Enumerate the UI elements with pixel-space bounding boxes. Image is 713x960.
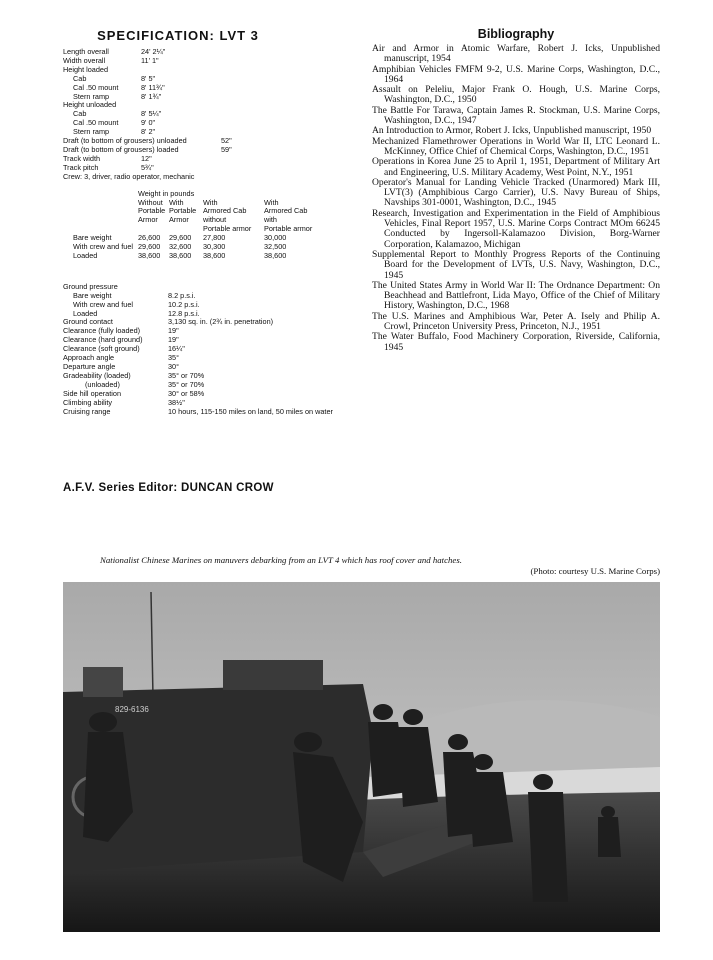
bibliography-entry: Research, Investigation and Experimentation in the Field of Amphibious Vehicles, Final Report 1957, U.S. Marine Corps Contract MOm 66245 Conducted by Ingersoll-Kalamazoo Division, Borg-Warner Corporation, Kalamazoo, Michigan xyxy=(372,207,660,250)
performance-value: 35° or 70% xyxy=(168,379,205,389)
weight-header-line: Armor xyxy=(138,215,158,225)
weight-table-header xyxy=(63,199,363,235)
weight-header-line: Armored Cab xyxy=(203,206,247,216)
performance-label: Ground pressure xyxy=(63,281,118,291)
weight-header-line: Portable xyxy=(169,206,197,216)
hull-number: 829-6136 xyxy=(115,705,149,714)
bibliography-entry: The U.S. Marines and Amphibious War, Peter A. Isely and Philip A. Crowl, Princeton University Press, Princeton, N.J., 1951 xyxy=(372,310,660,333)
weight-table-caption: Weight in pounds xyxy=(138,188,195,198)
spec-label: Cab xyxy=(73,109,87,119)
spec-value: 11' 1" xyxy=(141,55,159,65)
performance-label: Gradeability (loaded) xyxy=(63,370,131,380)
weight-value: 38,600 xyxy=(264,250,287,260)
spec-dimensions xyxy=(63,48,363,137)
performance-label: Bare weight xyxy=(73,290,112,300)
weight-table-body xyxy=(63,234,363,261)
weight-header-cell xyxy=(169,199,203,235)
photo-marines-debarking xyxy=(63,582,660,932)
spec-label: Track pitch xyxy=(63,162,99,172)
spec-label: Cal .50 mount xyxy=(73,118,119,128)
series-editor: A.F.V. Series Editor: DUNCAN CROW xyxy=(63,482,274,494)
weight-row xyxy=(63,252,363,261)
performance-label: Clearance (soft ground) xyxy=(63,344,140,354)
spec-row xyxy=(63,48,363,57)
weight-header-line: Portable armor xyxy=(203,224,252,234)
performance-value: 30° or 58% xyxy=(168,388,205,398)
performance-label: Ground contact xyxy=(63,317,113,327)
weight-header-line: Portable xyxy=(138,206,166,216)
spec-draft xyxy=(63,137,363,155)
performance-value: 19" xyxy=(168,326,179,336)
weight-value: 30,300 xyxy=(203,242,226,252)
bibliography-entry: Operations in Korea June 25 to April 1, 1951, Department of Military Art and Engineering, U.S. Military Academy, West Point, N.Y., 1951 xyxy=(372,156,660,178)
spec-value: 8' 1¾" xyxy=(141,91,162,101)
weight-header-line: With xyxy=(203,197,218,207)
spec-label: Track width xyxy=(63,153,101,163)
spec-row xyxy=(63,146,363,155)
spec-label: Height loaded xyxy=(63,64,109,74)
weight-table xyxy=(63,190,363,261)
bibliography-entry: Assault on Peleliu, Major Frank O. Hough, U.S. Marine Corps, Washington, D.C., 1950 xyxy=(372,84,660,106)
bibliography-section xyxy=(372,27,660,353)
weight-value: 29,600 xyxy=(138,242,161,252)
bibliography-entry: The Water Buffalo, Food Machinery Corporation, Riverside, California, 1945 xyxy=(372,331,660,353)
lvt-cab xyxy=(223,660,323,690)
weight-header-cell xyxy=(138,199,169,235)
performance-label: With crew and fuel xyxy=(73,299,134,309)
weight-header-line: With xyxy=(169,197,184,207)
weight-header-line: With xyxy=(264,197,279,207)
weight-header-line: Armor xyxy=(169,215,189,225)
performance-value xyxy=(168,283,358,292)
spec-value: 8' 11¾" xyxy=(141,82,165,92)
spec-label: Cal .50 mount xyxy=(73,82,119,92)
spec-label: Width overall xyxy=(63,55,106,65)
spec-value: 9' 0" xyxy=(141,118,156,128)
weight-value: 38,600 xyxy=(138,250,161,260)
spec-label: Stern ramp xyxy=(73,127,110,137)
weight-row-label: Loaded xyxy=(73,250,98,260)
spec-value: 5¾" xyxy=(141,162,154,172)
weight-value: 27,800 xyxy=(203,233,226,243)
spec-title: SPECIFICATION: LVT 3 xyxy=(97,28,259,43)
caption-text: Nationalist Chinese Marines on manuvers debarking from an LVT 4 which has roof cover and hatches. xyxy=(100,555,462,565)
weight-row-label: With crew and fuel xyxy=(73,242,134,252)
performance-label: (unloaded) xyxy=(85,379,120,389)
spec-label: Cab xyxy=(73,73,87,83)
specification-section xyxy=(63,28,363,416)
spec-label: Stern ramp xyxy=(73,91,110,101)
weight-value: 38,600 xyxy=(169,250,192,260)
weight-header-blank xyxy=(63,199,138,235)
performance-label: Departure angle xyxy=(63,362,116,371)
performance-value: 8.2 p.s.i. xyxy=(168,290,196,300)
performance-value: 16¼" xyxy=(168,344,185,354)
spec-value: 24' 2¼" xyxy=(141,47,166,56)
spec-value: 8' 5" xyxy=(141,73,156,83)
performance-label: Climbing ability xyxy=(63,397,113,407)
lvt-hatch xyxy=(83,667,123,697)
bibliography-list xyxy=(372,44,660,353)
spec-row xyxy=(63,57,363,66)
weight-row-label: Bare weight xyxy=(73,233,112,243)
bibliography-entry: An Introduction to Armor, Robert J. Icks, Unpublished manuscript, 1950 xyxy=(372,125,652,137)
performance-label: Side hill operation xyxy=(63,388,122,398)
weight-header-cell xyxy=(203,199,264,235)
photo-illustration xyxy=(63,582,660,932)
weight-value: 30,000 xyxy=(264,233,287,243)
weight-header-line: Portable armor xyxy=(264,224,313,234)
performance-value: 38½" xyxy=(168,397,185,407)
performance-value: 10.2 p.s.i. xyxy=(168,299,200,309)
spec-row xyxy=(63,155,363,164)
performance-label: Loaded xyxy=(73,308,98,318)
spec-label: Height unloaded xyxy=(63,100,117,110)
bibliography-entry: Mechanized Flamethrower Operations in World War II, LTC Leonard L. McKinney, Office Chief of Chemical Corps, Washington, D.C., 1951 xyxy=(372,135,660,157)
weight-header-line: Armored Cab xyxy=(264,206,308,216)
spec-value: 12" xyxy=(141,153,152,163)
spec-value: 59" xyxy=(221,144,232,154)
bibliography-entry: The Battle For Tarawa, Captain James R. Stockman, U.S. Marine Corps, Washington, D.C., 1947 xyxy=(372,104,660,127)
weight-header-line: without xyxy=(203,215,227,225)
performance-list xyxy=(63,283,363,417)
weight-value: 32,600 xyxy=(169,242,192,252)
weight-value: 26,600 xyxy=(138,233,161,243)
performance-row xyxy=(63,301,363,310)
weight-value: 29,600 xyxy=(169,233,192,243)
performance-label: Clearance (fully loaded) xyxy=(63,326,141,336)
photo-caption xyxy=(100,555,660,576)
performance-value: 3,130 sq. in. (2¾ in. penetration) xyxy=(168,317,274,327)
spec-label: Length overall xyxy=(63,47,109,56)
spec-label: Draft (to bottom of grousers) loaded xyxy=(63,144,179,154)
weight-header-cell xyxy=(264,199,324,235)
bibliography-title: Bibliography xyxy=(477,27,555,41)
performance-value: 19" xyxy=(168,335,179,345)
performance-value: 35° xyxy=(168,353,180,363)
spec-crew: Crew: 3, driver, radio operator, mechanic xyxy=(63,171,195,181)
spec-row xyxy=(63,101,363,110)
performance-value: 35° or 70% xyxy=(168,370,205,380)
performance-label: Cruising range xyxy=(63,406,111,416)
spec-value: 8' 5¼" xyxy=(141,109,162,119)
performance-value: 30° xyxy=(168,362,180,371)
weight-value: 32,500 xyxy=(264,242,287,252)
spec-label: Draft (to bottom of grousers) unloaded xyxy=(63,136,187,146)
weight-header-line: Without xyxy=(138,197,163,207)
performance-label: Clearance (hard ground) xyxy=(63,335,143,345)
performance-row xyxy=(63,408,363,417)
spec-value: 52" xyxy=(221,136,232,146)
bibliography-entry: Operator's Manual for Landing Vehicle Tracked (Unarmored) Mark III, LVT(3) (Amphibious Cargo Carrier), U.S. Navy Bureau of Ships, Navships 301-0001, Washington, D.C., 1945 xyxy=(372,176,660,209)
performance-label: Approach angle xyxy=(63,353,115,363)
weight-header-line: with xyxy=(264,215,277,225)
spec-track xyxy=(63,155,363,173)
performance-value: 12.8 p.s.i. xyxy=(168,308,200,318)
performance-value: 10 hours, 115-150 miles on land, 50 miles on water xyxy=(168,406,333,416)
bibliography-entry: Air and Armor in Atomic Warfare, Robert J. Icks, Unpublished manuscript, 1954 xyxy=(372,43,660,65)
bibliography-entry: The United States Army in World War II: The Ordnance Department: On Beachhead and Battlefront, Lida Mayo, Office of the Chief of Military History, Washington, D.C., 1968 xyxy=(372,279,660,312)
spec-row xyxy=(63,66,363,75)
weight-value: 38,600 xyxy=(203,250,226,260)
spec-value: 8' 2" xyxy=(141,127,156,137)
bibliography-entry: Supplemental Report to Monthly Progress Reports of the Continuing Board for the Development of LVTs, U.S. Navy, Washington, D.C., 1945 xyxy=(372,248,660,281)
bibliography-entry: Amphibian Vehicles FMFM 9-2, U.S. Marine Corps, Washington, D.C., 1964 xyxy=(372,63,660,85)
photo-credit: (Photo: courtesy U.S. Marine Corps) xyxy=(530,565,660,576)
